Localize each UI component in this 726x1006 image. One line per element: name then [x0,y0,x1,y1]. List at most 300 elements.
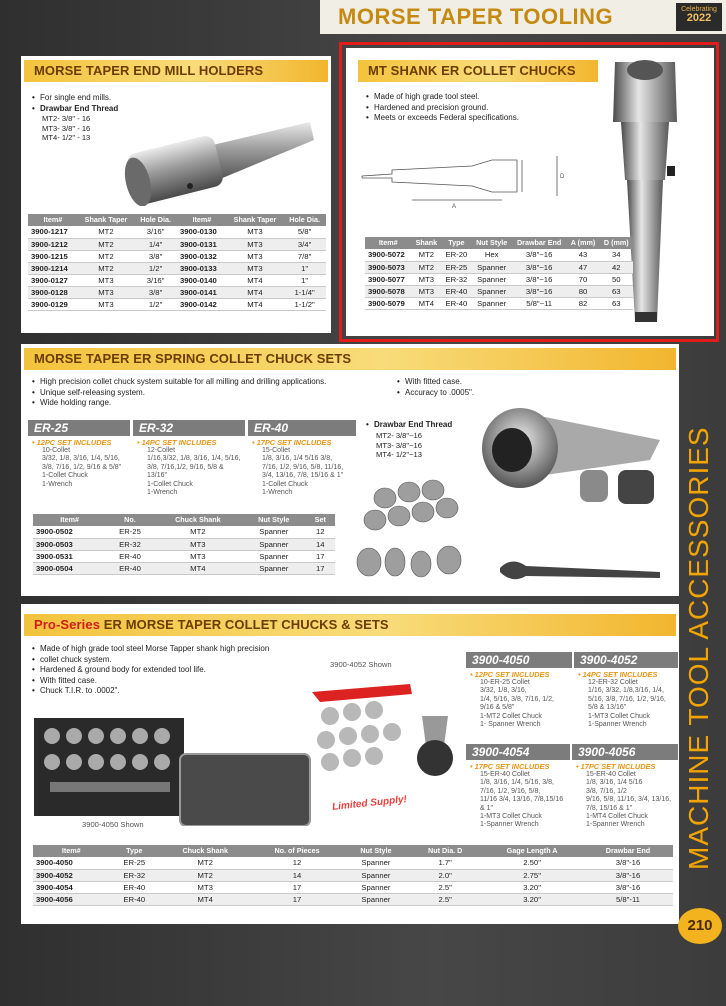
table-cell: 80 [566,285,599,297]
set-card-er40 [248,420,356,504]
table-cell: Spanner [471,261,511,273]
table-cell: 2.75" [481,869,583,881]
table-cell: 3/8"-16 [583,857,673,869]
end-mill-title: MORSE TAPER END MILL HOLDERS [24,60,328,82]
bullet: • With fitted case. [32,676,269,687]
table-cell: 1/2" [134,298,177,310]
table-row [28,262,326,274]
spring-collet-set-image [470,400,670,590]
table-cell: 3/8" [134,250,177,262]
set-card-er25 [28,420,130,500]
table-cell: Spanner [242,550,306,562]
col-header: D (mm) [600,237,633,249]
table-cell: 5/8" [283,226,326,238]
table-cell: MT3 [227,262,284,274]
col-header: Item# [33,845,109,857]
svg-text:A: A [452,204,457,210]
table-cell: MT2 [411,249,441,261]
table-cell: Spanner [242,562,306,574]
table-cell: 3900-5073 [365,261,411,273]
col-header: Item# [177,214,227,226]
table-cell: 2.0" [409,869,481,881]
table-cell: MT3 [78,298,135,310]
table-cell: ER-40 [106,550,154,562]
table-cell: MT4 [159,893,251,905]
pro-series-label: Pro-Series [34,617,101,632]
bullet: • Made of high grade tool steel. [366,92,519,103]
set-includes-text: 12PC SET INCLUDES [36,438,112,447]
table-cell: MT3 [411,273,441,285]
table-cell: 3900-5077 [365,273,411,285]
table-cell: MT3 [227,226,284,238]
side-category-text: MACHINE TOOL ACCESSORIES [683,426,714,870]
set-includes: • 17PC SET INCLUDES [252,438,332,447]
set-label: ER-25 [28,420,130,436]
detail-line: 12-Collet [147,447,176,454]
col-header: Nut Style [242,514,306,526]
table-cell: MT3 [411,285,441,297]
detail-line: 1- Spanner Wrench [480,721,541,729]
table-cell: 3/8"~16 [512,261,567,273]
table-cell: MT3 [227,238,284,250]
table-cell: MT4 [227,286,284,298]
spring-bullets-right [397,377,474,398]
table-cell: MT3 [227,250,284,262]
table-cell: 2.5" [409,893,481,905]
detail-line: 3/4, 13/16, 7/8, 15/16 & 1" [262,472,344,480]
set-label: 3900-4050 [466,652,572,668]
table-cell: 3900-0130 [177,226,227,238]
table-cell: 3/8" [134,286,177,298]
col-header: Hole Dia. [134,214,177,226]
table-cell: MT2 [78,262,135,274]
anniversary-badge [676,3,722,31]
col-header: Nut Style [471,237,511,249]
table-cell: 1-1/2" [283,298,326,310]
table-row [28,298,326,310]
table-cell: 3/4" [283,238,326,250]
table-cell: 3900-0502 [33,526,106,538]
detail-line: 1-Collet Chuck [42,472,88,480]
table-cell: ER-25 [109,857,159,869]
col-header: Item# [33,514,106,526]
table-cell: 1" [283,262,326,274]
thread-spec: MT3- 3/8"~16 [376,440,422,450]
table-cell: 3/8"~16 [512,249,567,261]
table-cell: 3900-1215 [28,250,78,262]
table-cell: 3.20" [481,881,583,893]
detail-line: 7/16, 1/2, 9/16, 5/8, [480,787,541,795]
table-cell: ER-25 [106,526,154,538]
table-cell: 3900-0129 [28,298,78,310]
spring-bullets-left [32,377,326,409]
table-cell: 3900-5078 [365,285,411,297]
table-cell: 5/8"-11 [583,893,673,905]
end-mill-holder-image [120,110,320,206]
table-cell: ER-32 [106,538,154,550]
set-includes-text: 14PC SET INCLUDES [141,438,217,447]
table-row [28,238,326,250]
table-cell: 1.7" [409,857,481,869]
table-cell: 3900-5079 [365,297,411,309]
spring-table [33,514,335,575]
pro-series-title [24,614,676,636]
set-details [466,771,570,830]
table-cell: 3900-1217 [28,226,78,238]
col-header: Gage Length A [481,845,583,857]
spring-threads [366,431,422,460]
set-includes: • 14PC SET INCLUDES [137,438,217,447]
detail-line: 15-Collet [262,447,291,454]
table-row [28,226,326,238]
table-cell: 82 [566,297,599,309]
thread-spec: MT2- 3/8"~16 [376,431,422,440]
col-header: Item# [28,214,78,226]
table-row [33,881,673,893]
col-header: Nut Dia. D [409,845,481,857]
table-cell: 3900-0128 [28,286,78,298]
table-cell: MT3 [159,881,251,893]
table-cell: 63 [600,297,633,309]
set-label: ER-40 [248,420,356,436]
table-cell: 14 [251,869,342,881]
set-includes-text: 17PC SET INCLUDES [580,762,656,771]
bullet: • With fitted case. [397,377,474,388]
table-cell: ER-32 [109,869,159,881]
set-label: 3900-4052 [574,652,678,668]
table-cell: ER-32 [441,273,471,285]
detail-line: 3/8, 7/16, 1/2 [586,787,627,795]
table-row [33,857,673,869]
end-mill-bullets [32,93,118,114]
bullet: • Drawbar End Thread [32,104,118,115]
table-row [33,869,673,881]
table-cell: Spanner [471,297,511,309]
svg-text:D: D [560,174,565,180]
table-cell: MT2 [154,526,242,538]
table-row [33,550,335,562]
highlight-box [339,42,719,342]
table-cell: 50 [600,273,633,285]
table-cell: 2.5" [409,881,481,893]
table-cell: 1" [283,274,326,286]
col-header: Chuck Shank [154,514,242,526]
table-cell: 3900-0142 [177,298,227,310]
bullet-continuation-text: collet chuck system. [40,654,112,664]
table-cell: 3900-0141 [177,286,227,298]
col-header: No. of Pieces [251,845,342,857]
detail-line: 1-Wrench [42,480,73,488]
table-cell: 3900-4050 [33,857,109,869]
set-includes: • 12PC SET INCLUDES [32,438,112,447]
table-cell: 1/2" [134,262,177,274]
col-header: Nut Style [343,845,409,857]
table-cell: 3900-0133 [177,262,227,274]
detail-line: 15-ER-40 Collet [480,771,530,778]
col-header: Hole Dia. [283,214,326,226]
table-cell: 34 [600,249,633,261]
table-cell: 7/8" [283,250,326,262]
set-details [133,447,245,497]
collet-group-image [355,478,495,588]
set-card-4052 [574,652,678,736]
bullet: • Accuracy to .0005". [397,388,474,399]
pro-series-title-text: ER MORSE TAPER COLLET CHUCKS & SETS [100,617,389,632]
bullet: • Wide holding range. [32,398,326,409]
table-cell: 12 [306,526,335,538]
col-header: No. [106,514,154,526]
table-cell: MT2 [78,238,135,250]
table-cell: MT2 [159,857,251,869]
table-cell: 3/16" [134,226,177,238]
table-cell: 3/16" [134,274,177,286]
detail-line: 15-ER-40 Collet [586,771,636,778]
table-cell: Spanner [471,285,511,297]
table-cell: 3900-5072 [365,249,411,261]
table-cell: Spanner [343,869,409,881]
table-cell: 47 [566,261,599,273]
detail-line: 1-Spanner Wrench [588,721,647,729]
bullet: • High precision collet chuck system suitable for all milling and drilling applications. [32,377,326,388]
table-cell: 17 [306,562,335,574]
detail-line: 1-MT2 Collet Chuck [480,712,542,720]
detail-line: 1/16,3/32, 1/8, 3/16, 1/4, 5/16, [147,455,241,463]
table-cell: 3/8"-16 [583,869,673,881]
thread-spec: MT4- 1/2" - 13 [42,133,91,143]
detail-line: 1/8, 3/16, 1/4 5/16 3/8, [262,455,333,463]
detail-line: 5/16, 3/8, 7/16, 1/2, 9/16, [588,695,666,703]
table-cell: 3900-0131 [177,238,227,250]
bullet: • Chuck T.I.R. to .0002". [32,686,269,697]
spring-collet-title: MORSE TAPER ER SPRING COLLET CHUCK SETS [24,348,676,370]
table-cell: MT2 [411,261,441,273]
table-cell: MT4 [411,297,441,309]
detail-line: 10-Collet [42,447,71,454]
col-header: Item# [365,237,411,249]
page-number: 210 [678,908,722,944]
table-row [33,526,335,538]
bullet: • Made of high grade tool steel Morse Tapper shank high precision [32,644,269,655]
detail-line: 1-MT3 Collet Chuck [588,712,650,720]
col-header: Shank Taper [227,214,284,226]
bullet: • For single end mills. [32,93,118,104]
thread-spec: MT4- 1/2"~13 [376,450,422,460]
detail-line: 1-Collet Chuck [147,480,193,488]
mt-shank-title: MT SHANK ER COLLET CHUCKS [358,60,598,82]
col-header: Set [306,514,335,526]
end-mill-table [28,214,326,311]
table-cell: ER-40 [441,297,471,309]
table-cell: ER-40 [106,562,154,574]
caption-4050: 3900-4050 Shown [82,820,144,829]
table-cell: 5/8"~11 [512,297,567,309]
thread-spec: MT2- 3/8" - 16 [42,114,91,123]
end-mill-threads [32,114,90,143]
set-card-er32 [133,420,245,500]
col-header: Type [441,237,471,249]
table-cell: Hex [471,249,511,261]
table-row [28,250,326,262]
set-includes-text: 14PC SET INCLUDES [582,670,658,679]
bullet: • Hardened and precision ground. [366,103,519,114]
table-cell: 2.50" [481,857,583,869]
detail-line: 3/32, 1/8, 3/16, 1/4, 5/16, [42,455,120,463]
table-cell: Spanner [343,893,409,905]
set-label: 3900-4056 [572,744,678,760]
set-label: ER-32 [133,420,245,436]
thread-spec: MT3- 3/8" - 16 [42,123,91,133]
table-cell: Spanner [471,273,511,285]
table-cell: 3.20" [481,893,583,905]
badge-text: Celebrating [681,6,717,13]
table-cell: Spanner [343,881,409,893]
detail-line: 3/8, 7/16, 1/2, 9/16 & 5/8" [42,463,122,471]
bullet: • Hardened & ground body for extended tool life. [32,665,269,676]
set-details [28,447,130,489]
table-cell: 3900-0127 [28,274,78,286]
detail-line: 1-Collet Chuck [262,480,308,488]
detail-line: 1-Wrench [262,489,293,497]
table-row [33,538,335,550]
table-cell: 12 [251,857,342,869]
table-cell: 3/8"~16 [512,285,567,297]
detail-line: 10-ER-25 Collet [480,679,530,686]
detail-line: 1-MT4 Collet Chuck [586,813,648,821]
table-cell: 17 [251,881,342,893]
page-title: MORSE TAPER TOOLING [338,4,614,29]
set-includes: • 12PC SET INCLUDES [470,670,550,679]
bullet: • Unique self-releasing system. [32,388,326,399]
table-cell: 3900-4056 [33,893,109,905]
table-cell: MT3 [78,286,135,298]
detail-line: 1-Spanner Wrench [586,821,645,829]
table-cell: 3900-0531 [33,550,106,562]
col-header: Shank [411,237,441,249]
set-details [466,679,572,729]
detail-line: 9/16, 5/8, 11/16, 3/4, 13/16, [586,796,672,804]
table-cell: MT3 [154,550,242,562]
col-header: Chuck Shank [159,845,251,857]
set-label: 3900-4054 [466,744,570,760]
table-cell: MT4 [154,562,242,574]
col-header: Shank Taper [78,214,135,226]
detail-line: 5/8 & 13/16" [588,704,627,712]
detail-line: 7/8, 15/16 & 1" [586,804,633,812]
table-cell: 3/8"-16 [583,881,673,893]
col-header: Drawbar End [583,845,673,857]
detail-line: 1-MT3 Collet Chuck [480,813,542,821]
col-header: Type [109,845,159,857]
bullet-continuation [32,655,269,666]
table-row [28,286,326,298]
limited-supply: Limited Supply! [331,794,408,813]
table-cell: 3/8"~16 [512,273,567,285]
table-cell: 42 [600,261,633,273]
caption-4052: 3900-4052 Shown [330,660,392,669]
table-cell: 43 [566,249,599,261]
table-cell: 3900-1214 [28,262,78,274]
table-cell: 3900-0504 [33,562,106,574]
set-includes-text: 12PC SET INCLUDES [474,670,550,679]
pro-series-table [33,845,673,906]
spring-drawbar [366,420,452,431]
table-cell: 3900-4052 [33,869,109,881]
detail-line: 12-ER-32 Collet [588,679,638,686]
table-cell: 17 [306,550,335,562]
table-cell: 3900-0503 [33,538,106,550]
set-includes: • 14PC SET INCLUDES [578,670,658,679]
table-cell: Spanner [343,857,409,869]
detail-line: 1/4, 5/16, 3/8, 7/16, 1/2, [480,695,554,703]
detail-line: & 1" [480,804,493,812]
set-card-4050 [466,652,572,736]
table-cell: 1/4" [134,238,177,250]
detail-line: 1/8, 3/16, 1/4 5/16 [586,779,643,787]
table-cell: Spanner [242,538,306,550]
table-cell: MT2 [78,226,135,238]
table-cell: 14 [306,538,335,550]
table-cell: MT4 [227,298,284,310]
detail-line: 1-Wrench [147,489,178,497]
detail-line: 3/32, 1/8, 3/16, [480,687,527,695]
table-cell: ER-40 [109,881,159,893]
table-cell: Spanner [242,526,306,538]
set-includes: • 17PC SET INCLUDES [470,762,550,771]
table-cell: ER-40 [441,285,471,297]
detail-line: 11/16 3/4, 13/16, 7/8,15/16 [480,796,564,804]
detail-line: 7/16, 1/2, 9/16, 5/8, 11/16, [262,463,344,471]
set-details [574,679,678,729]
table-cell: ER-20 [441,249,471,261]
table-cell: 63 [600,285,633,297]
set-includes-text: 17PC SET INCLUDES [256,438,332,447]
bullet: • Meets or exceeds Federal specifications. [366,113,519,124]
detail-line: 1/8, 3/16, 1/4, 5/16, 3/8, [480,779,554,787]
drawbar-title: • Drawbar End Thread [366,420,452,431]
table-cell: 3900-0140 [177,274,227,286]
table-row [33,562,335,574]
table-cell: 1-1/4" [283,286,326,298]
table-cell: MT2 [159,869,251,881]
set-card-4056 [572,744,678,836]
table-row [28,274,326,286]
table-cell: MT4 [227,274,284,286]
table-cell: ER-40 [109,893,159,905]
detail-line: 1/16, 3/32, 1/8,3/16, 1/4, [588,687,664,695]
table-cell: 70 [566,273,599,285]
table-cell: 3900-4054 [33,881,109,893]
col-header: A (mm) [566,237,599,249]
col-header: Drawbar End [512,237,567,249]
set-card-4054 [466,744,570,836]
table-row [33,893,673,905]
table-cell: 3900-0132 [177,250,227,262]
set-details [248,447,356,497]
table-cell: MT3 [154,538,242,550]
badge-year: 2022 [686,12,712,24]
set-details [572,771,678,830]
table-cell: MT3 [78,274,135,286]
table-cell: MT2 [78,250,135,262]
table-cell: 17 [251,893,342,905]
detail-line: 3/8, 7/16,1/2, 9/16, 5/8 & 13/16" [147,463,224,480]
set-includes: • 17PC SET INCLUDES [576,762,656,771]
set-includes-text: 17PC SET INCLUDES [474,762,550,771]
detail-line: 9/16 & 5/8" [480,704,515,712]
detail-line: 1-Spanner Wrench [480,821,539,829]
table-cell: ER-25 [441,261,471,273]
table-cell: 3900-1212 [28,238,78,250]
